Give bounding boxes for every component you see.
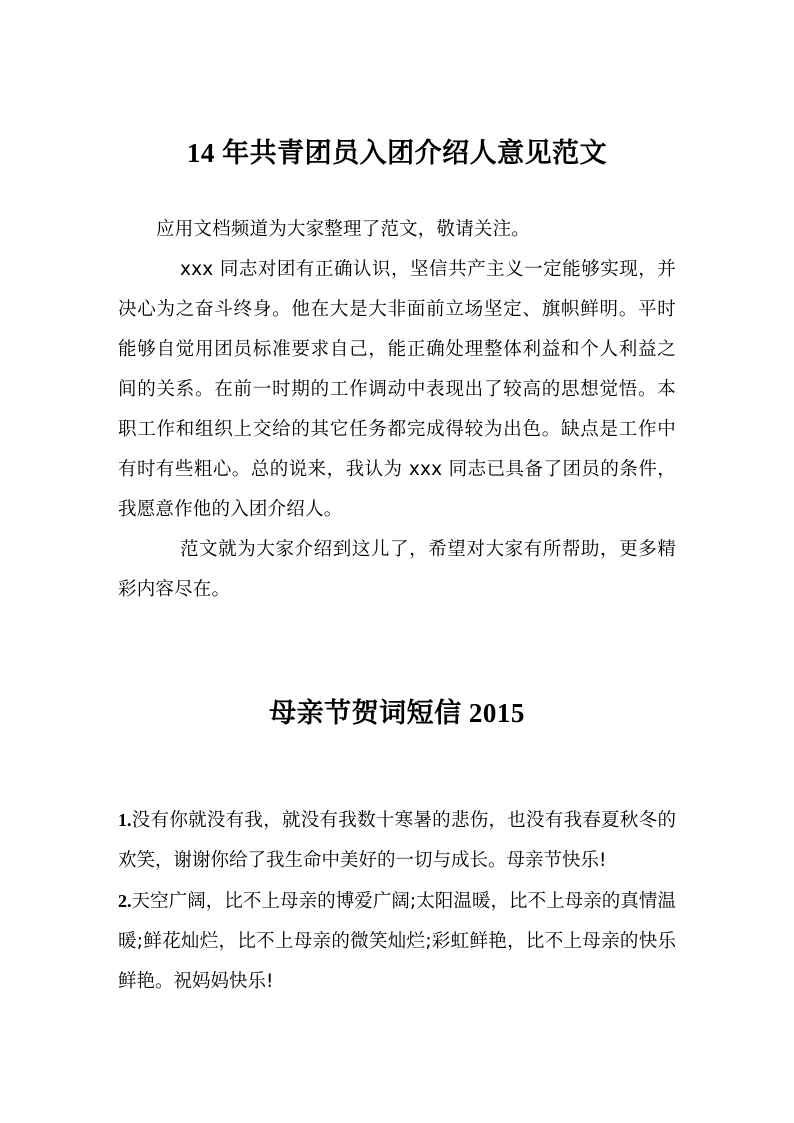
list-item (118, 800, 676, 881)
section-2-title: 母亲节贺词短信 2015 (269, 698, 525, 729)
document-content (118, 0, 676, 1002)
section-gap (118, 610, 676, 696)
list-item (118, 881, 676, 1002)
section-1-paragraph-intro: 应用文档频道为大家整理了范文，敬请关注。 (156, 219, 531, 241)
list-item-number: 1. (118, 810, 132, 831)
list-item-text: 没有你就没有我，就没有我数十寒暑的悲伤，也没有我春夏秋冬的欢笑，谢谢你给了我生命中美好的一切与成长。母亲节快乐! (118, 810, 676, 872)
spacer (118, 188, 676, 210)
section-1-paragraph-closing: 范文就为大家介绍到这儿了，希望对大家有所帮助，更多精彩内容尽在。 (118, 539, 676, 601)
list-item-text: 天空广阔，比不上母亲的博爱广阔;太阳温暖，比不上母亲的真情温暖;鲜花灿烂，比不上母亲的微笑灿烂;彩虹鲜艳，比不上母亲的快乐鲜艳。祝妈妈快乐! (118, 891, 676, 993)
section-1-paragraph-body: xxx 同志对团有正确认识，坚信共产主义一定能够实现，并决心为之奋斗终身。他在大是大非面前立场坚定、旗帜鲜明。平时能够自觉用团员标准要求自己，能正确处理整体利益和个人利益之间的关系。在前一时期的工作调动中表现出了较高的思想觉悟。本职工作和组织上交给的其它任务都完成得较为出色。缺点是工作中有时有些粗心。总的说来，我认为 xxx 同志已具备了团员的条件，我愿意作他的入团介绍人。 (118, 259, 676, 521)
section-1-title: 14 年共青团员入团介绍人意见范文 (186, 138, 608, 168)
spacer (118, 748, 676, 800)
list-item-number: 2. (118, 891, 132, 912)
